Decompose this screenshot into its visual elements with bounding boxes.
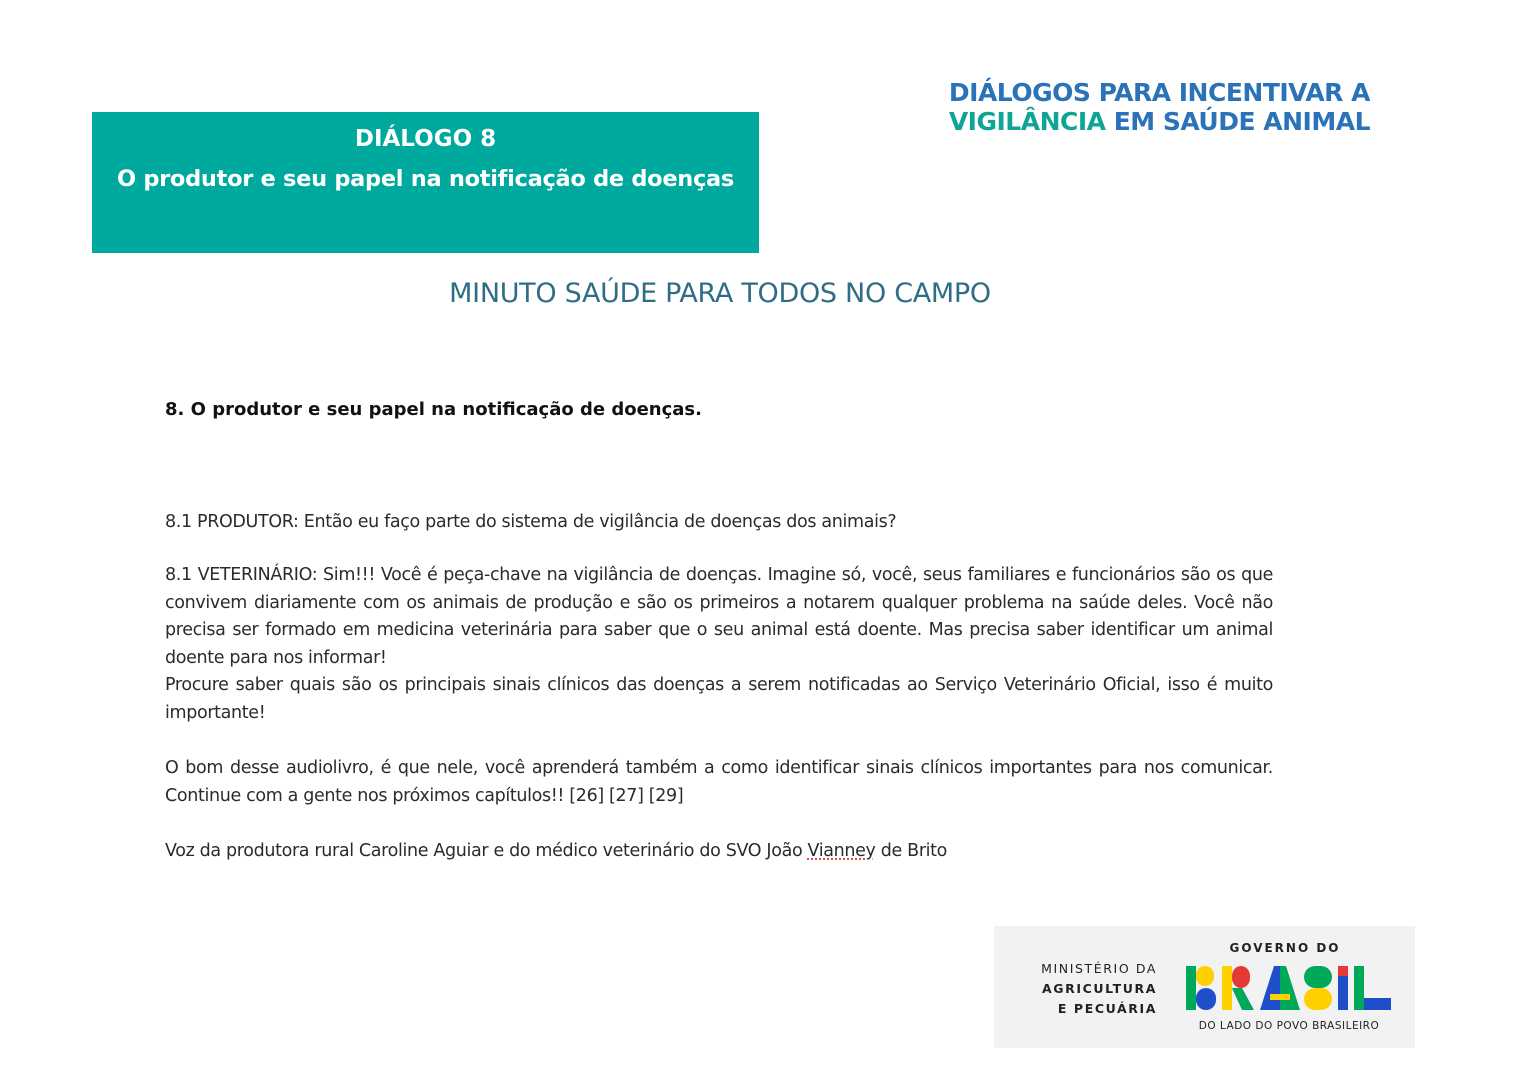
voice-credits-text (165, 838, 1273, 866)
section-heading: 8. O produtor e seu papel na notificação de doenças. (165, 399, 702, 420)
audiobook-text: O bom desse audiolivro, é que nele, você aprenderá também a como identificar sinais clínicos importantes para nos comunicar. Continue com a gente nos próximos capítulos!! [26] [27] [29] (165, 758, 1273, 806)
footer-logos (994, 926, 1415, 1048)
producer-question-text: 8.1 PRODUTOR: Então eu faço parte do sistema de vigilância de doenças dos animais? (165, 512, 897, 532)
vet-answer (165, 562, 1273, 727)
gov-tagline: DO LADO DO POVO BRASILEIRO (1198, 1020, 1380, 1032)
gov-label: GOVERNO DO (1229, 941, 1341, 955)
credits-text-end: de Brito (875, 841, 948, 861)
vet-answer-followup: Procure saber quais são os principais sinais clínicos das doenças a serem notificadas ao Serviço Veterinário Oficial, isso é muito importante! (165, 675, 1273, 723)
brasil-logo (1186, 962, 1391, 1014)
ministry-logo (1012, 959, 1157, 1019)
series-title-line2 (940, 107, 1370, 136)
voice-credits (165, 838, 1273, 866)
audiobook-paragraph (165, 755, 1273, 810)
series-title (940, 78, 1370, 136)
credits-text-start: Voz da produtora rural Caroline Aguiar e do médico veterinário do SVO João (165, 841, 808, 861)
ministry-line2: AGRICULTURA (1041, 981, 1157, 996)
series-title-accent: VIGILÂNCIA (948, 107, 1106, 136)
producer-question (165, 509, 1273, 537)
dialog-subtitle: O produtor e seu papel na notificação de doenças (116, 166, 735, 192)
ministry-line3: E PECUÁRIA (1057, 1001, 1157, 1016)
series-title-rest: EM SAÚDE ANIMAL (1105, 107, 1370, 136)
brasil-wordmark: BRASIL (1286, 992, 1290, 993)
spellcheck-flagged-word: Vianney (807, 841, 876, 861)
dialog-banner (92, 112, 759, 253)
series-title-line1: DIÁLOGOS PARA INCENTIVAR A (948, 78, 1370, 107)
program-title: MINUTO SAÚDE PARA TODOS NO CAMPO (449, 278, 991, 309)
vet-answer-text: 8.1 VETERINÁRIO: Sim!!! Você é peça-chave na vigilância de doenças. Imagine só, você, seus familiares e funcionários são os que convivem diariamente com os animais de produção e são os primeiros a notarem qualquer problema na saúde deles. Você não precisa ser formado em medicina veterinária para saber que o seu animal está doente. Mas precisa saber identificar um animal doente para nos informar! (165, 565, 1273, 668)
dialog-number: DIÁLOGO 8 (354, 126, 497, 152)
ministry-line1: MINISTÉRIO DA (1041, 961, 1157, 976)
